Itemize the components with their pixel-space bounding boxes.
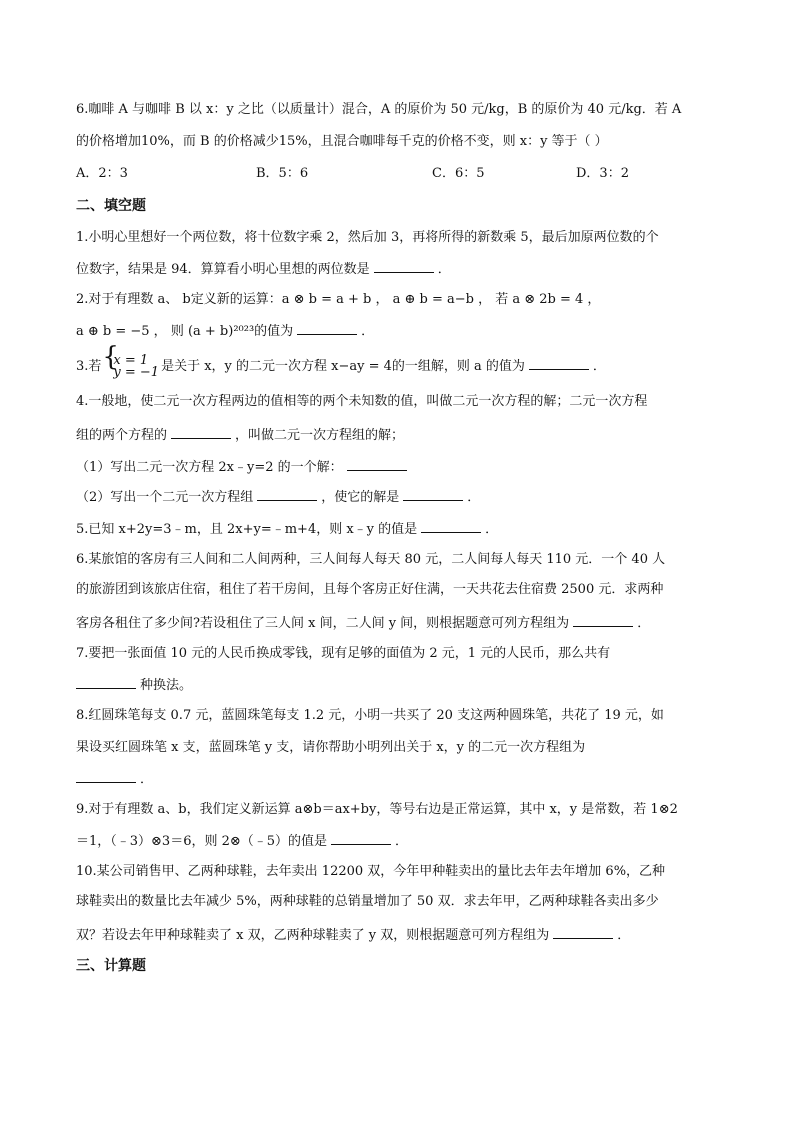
q6-line1: 6.咖啡 A 与咖啡 B 以 x：y 之比（以质量计）混合，A 的原价为 50 元/kg，B 的原价为 40 元/kg．若 A xyxy=(76,102,682,117)
option-b: B．5：6 xyxy=(256,166,309,181)
f6-line1: 6.某旅馆的客房有三人间和二人间两种，三人间每人每天 80 元，二人间每人每天 110 元．一个 40 人 xyxy=(76,552,666,567)
answer-blank xyxy=(553,926,613,939)
answer-blank xyxy=(421,520,481,533)
q6-options xyxy=(76,166,721,182)
f2-line2: a ⊕ b = −5 ， 则 (a + b)²⁰²³的值为 ． xyxy=(76,324,375,339)
f8-line2: 果设买红圆珠笔 x 支，蓝圆珠笔 y 支，请你帮助小明列出关于 x，y 的二元一次方程组为 xyxy=(76,740,586,755)
answer-blank xyxy=(573,614,633,627)
f5-line: 5.已知 x+2y=3﹣m，且 2x+y=﹣m+4，则 x﹣y 的值是 ． xyxy=(76,522,499,537)
f6-line2: 的旅游团到该旅店住宿，租住了若干房间，且每个客房正好住满，一天共花去住宿费 2500 元．求两种 xyxy=(76,582,664,597)
option-a: A．2：3 xyxy=(76,166,128,181)
f4-line2: 组的两个方程的 ，叫做二元一次方程组的解； xyxy=(76,428,405,443)
f6-line3: 客房各租住了多少间?若设租住了三人间 x 间，二人间 y 间，则根据题意可列方程组为 ． xyxy=(76,616,651,631)
section-heading-fill-in: 二、填空题 xyxy=(76,198,146,214)
answer-blank xyxy=(257,488,317,501)
f8-line1: 8.红圆珠笔每支 0.7 元，蓝圆珠笔每支 1.2 元，小明一共买了 20 支这两种圆珠笔，共花了 19 元，如 xyxy=(76,708,664,723)
answer-blank xyxy=(171,426,231,439)
f8-line3: ． xyxy=(76,770,153,788)
answer-blank xyxy=(76,676,136,689)
answer-blank xyxy=(347,458,407,471)
option-d: D．3：2 xyxy=(576,166,629,181)
f1-line2: 位数字，结果是 94．算算看小明心里想的两位数是 ． xyxy=(76,262,451,277)
option-c: C．6：5 xyxy=(432,166,485,181)
f2-line1: 2.对于有理数 a、 b定义新的运算：a ⊗ b = a + b ， a ⊕ b = a−b ， 若 a ⊗ 2b = 4 ， xyxy=(76,292,601,307)
f9-line2: ＝1，（﹣3）⊗3＝6，则 2⊗（﹣5）的值是 ． xyxy=(76,834,409,849)
f4-line4: （2）写出一个二元一次方程组 ，使它的解是 ． xyxy=(76,490,481,505)
answer-blank xyxy=(76,770,136,783)
answer-blank xyxy=(374,260,434,273)
answer-blank xyxy=(403,488,463,501)
answer-blank xyxy=(331,832,391,845)
f3-line: 3.若 { x = 1 y = −1 是关于 x，y 的二元一次方程 x−ay = 4的一组解，则 a 的值为 ． xyxy=(76,354,606,380)
answer-blank xyxy=(529,357,589,370)
f10-line1: 10.某公司销售甲、乙两种球鞋，去年卖出 12200 双，今年甲种鞋卖出的量比去年去年增加 6%，乙种 xyxy=(76,864,666,879)
section-heading-calculation: 三、计算题 xyxy=(76,958,146,974)
f10-line3: 双？若设去年甲种球鞋卖了 x 双，乙两种球鞋卖了 y 双，则根据题意可列方程组为 ． xyxy=(76,928,631,943)
answer-blank xyxy=(297,322,357,335)
f1-line1: 1.小明心里想好一个两位数，将十位数字乘 2，然后加 3，再将所得的新数乘 5，最后加原两位数的个 xyxy=(76,230,659,245)
f10-line2: 球鞋卖出的数量比去年减少 5%，两种球鞋的总销量增加了 50 双．求去年甲，乙两种球鞋各卖出多少 xyxy=(76,894,659,909)
f9-line1: 9.对于有理数 a、b，我们定义新运算 a⊗b＝ax+by，等号右边是正常运算，其中 x，y 是常数，若 1⊗2 xyxy=(76,802,678,817)
f7-line1: 7.要把一张面值 10 元的人民币换成零钱，现有足够的面值为 2 元，1 元的人民币，那么共有 xyxy=(76,646,611,661)
q6-line2: 的价格增加10%，而 B 的价格减少15%，且混合咖啡每千克的价格不变，则 x：y 等于（ ） xyxy=(76,134,608,149)
f7-line2: 种换法。 xyxy=(76,676,192,694)
f4-line3: （1）写出二元一次方程 2x﹣y=2 的一个解： xyxy=(76,458,411,476)
equation-system: { x = 1 y = −1 xyxy=(103,355,159,379)
f4-line1: 4.一般地，使二元一次方程两边的值相等的两个未知数的值，叫做二元一次方程的解；二元一次方程 xyxy=(76,394,648,409)
